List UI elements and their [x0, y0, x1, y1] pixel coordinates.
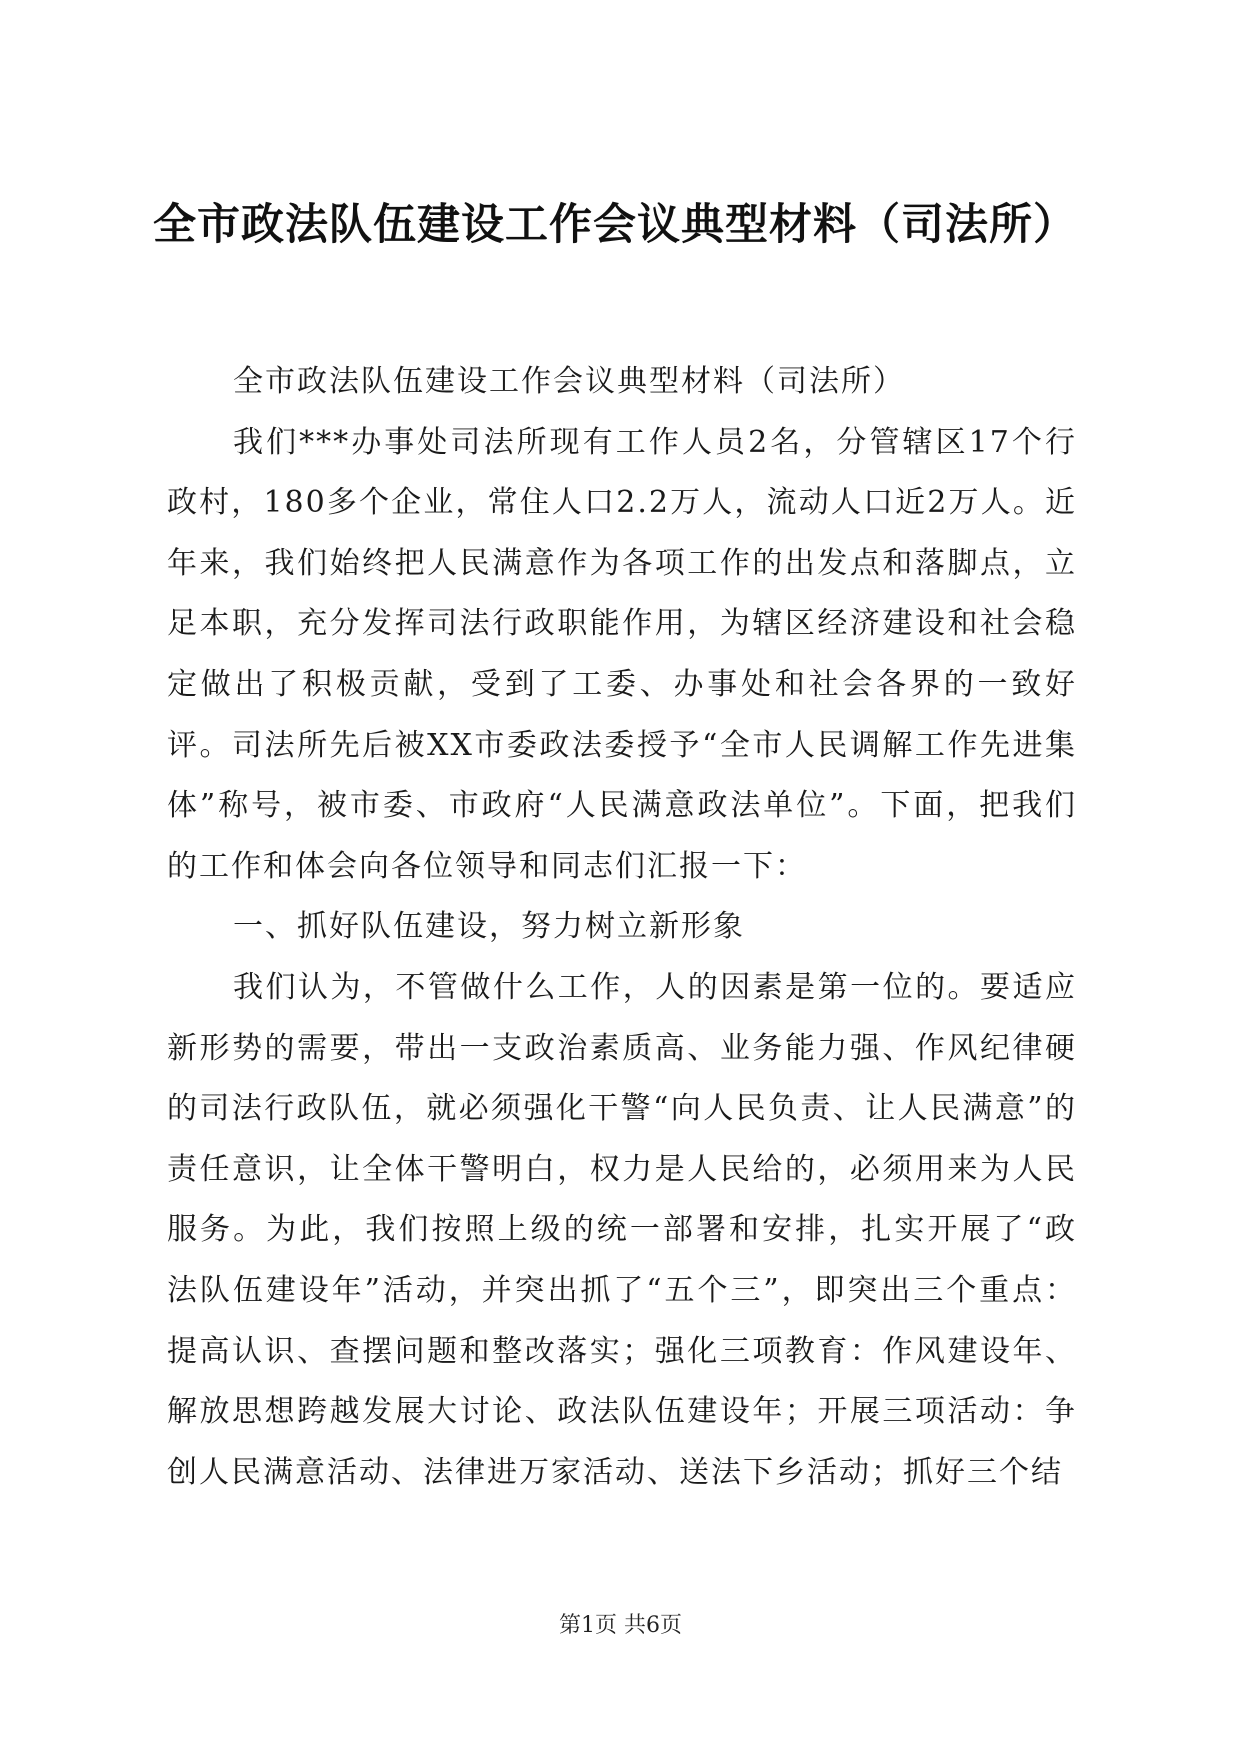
paragraph-section-1: 我们认为，不管做什么工作，人的因素是第一位的。要适应新形势的需要，带出一支政治素质高、业务能力强、作风纪律硬的司法行政队伍，就必须强化干警“向人民负责、让人民满意”的责任意识，让全体干警明白，权力是人民给的，必须用来为人民服务。为此，我们按照上级的统一部署和安排，扎实开展了“政法队伍建设年”活动，并突出抓了“五个三”，即突出三个重点：提高认识、查摆问题和整改落实；强化三项教育：作风建设年、解放思想跨越发展大讨论、政法队伍建设年；开展三项活动：争创人民满意活动、法律进万家活动、送法下乡活动；抓好三个结	[167, 969, 1077, 1490]
paragraph-subtitle: 全市政法队伍建设工作会议典型材料（司法所）	[233, 364, 905, 399]
document-body	[167, 352, 1077, 1503]
document-title: 全市政法队伍建设工作会议典型材料（司法所）	[153, 200, 1077, 250]
section-heading-1: 一、抓好队伍建设，努力树立新形象	[233, 909, 745, 945]
paragraph-intro: 我们***办事处司法所现有工作人员2名，分管辖区17个行政村，180多个企业，常住人口2.2万人，流动人口近2万人。近年来，我们始终把人民满意作为各项工作的出发点和落脚点，立足本职，充分发挥司法行政职能作用，为辖区经济建设和社会稳定做出了积极贡献，受到了工委、办事处和社会各界的一致好评。司法所先后被XX市委政法委授予“全市人民调解工作先进集体”称号，被市委、市政府“人民满意政法单位”。下面，把我们的工作和体会向各位领导和同志们汇报一下：	[167, 424, 1077, 884]
page-number-footer: 第1页 共6页	[559, 1613, 682, 1638]
